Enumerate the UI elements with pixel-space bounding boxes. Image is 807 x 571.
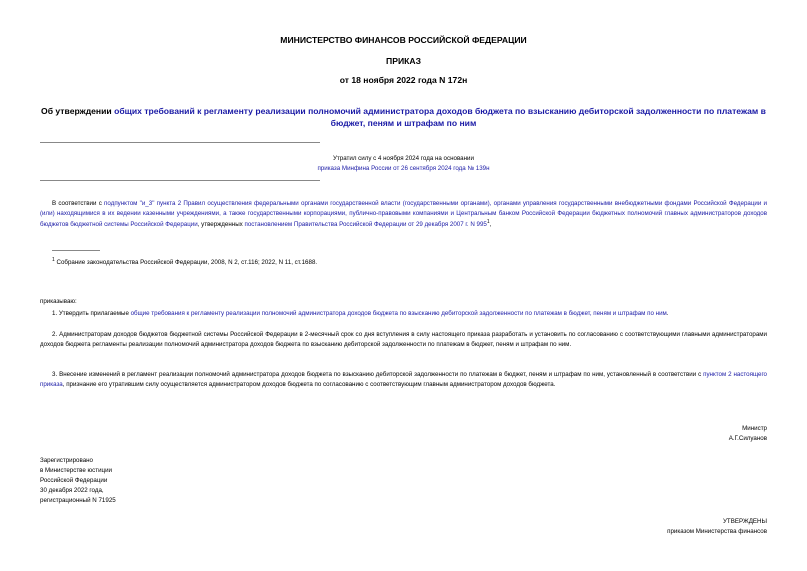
title-link[interactable]: общих требований к регламенту реализации полномочий администратора доходов бюджета по взысканию дебиторской задолженности по платежам в бюджет, пеням и штрафам по ним [114,106,766,128]
signature-role: Министр [742,425,767,432]
order-intro: приказываю: [40,298,77,305]
footnote-ref[interactable]: 1 [486,219,490,226]
registration-line-1: Зарегистрировано [40,457,93,464]
registration-line-4: 30 декабря 2022 года, [40,487,104,494]
item-3-suffix: , признание его утратившим силу осуществляется администратором доходов бюджета по согласованию с соответствующим главным администратором доходов бюджета. [62,380,556,388]
item-1-prefix: 1. Утвердить прилагаемые [52,310,131,317]
item-3-link[interactable]: пунктом 2 настоящего приказа [40,371,768,388]
preamble-link-decree[interactable]: постановлением Правительства Российской Федерации от 29 декабря 2007 г. N 995 [244,221,487,229]
document-title [40,105,767,129]
status-link-wrapper [0,164,807,173]
footnote-text: Собрание законодательства Российской Федерации, 2008, N 2, ст.116; 2022, N 11, ст.1688. [56,259,318,267]
registration-line-3: Российской Федерации [40,477,108,484]
signature-name: А.Г.Силуанов [728,435,767,442]
status-link[interactable]: приказа Минфина России от 26 сентября 2024 года № 139н [317,165,490,172]
item-1-link[interactable]: общие требования к регламенту реализации полномочий администратора доходов бюджета по взысканию дебиторской задолженности по платежам в бюджет, пеням и штрафам по ним [130,310,667,317]
footnote-divider [52,250,100,251]
registration-line-5: регистрационный N 71925 [40,497,116,504]
approved-label: УТВЕРЖДЕНЫ [723,518,767,525]
divider-top [40,142,320,143]
order-item-3 [40,370,767,389]
preamble-text-2: , утвержденных [197,221,245,229]
divider-bottom [40,180,320,181]
preamble-text-3: , [489,221,492,229]
order-item-1 [40,309,767,319]
doc-type-heading: ПРИКАЗ [386,56,421,66]
status-line: Утратил силу с 4 ноября 2024 года на основании [333,155,474,162]
ministry-heading: МИНИСТЕРСТВО ФИНАНСОВ РОССИЙСКОЙ ФЕДЕРАЦИИ [280,35,527,45]
order-item-2: 2. Администраторам доходов бюджетов бюджетной системы Российской Федерации в 2-месячный срок со дня вступления в силу настоящего приказа разработать и установить по согласованию с соответствующими главными администраторами доходов бюджета регламенты реализации полномочий администратора доходов бюджета по взысканию дебиторской задолженности по платежам в бюджет, пеням и штрафам по ним. [40,331,767,348]
preamble-link-rules[interactable]: подпунктом "и_3" пункта 2 Правил осуществления федеральными органами государственной власти (государственными органами), органами управления государственными внебюджетными фондами Российской Федерации и (или) находящимися в их ведении казенными учреждениями, а также государственными корпорациями, публично-правовыми компаниями и Центральным банком Российской Федерации бюджетных полномочий главных администраторов доходов бюджетов бюджетной системы Российской Федерации [40,200,767,229]
item-1-suffix: . [666,310,669,317]
item-3-prefix: 3. Внесение изменений в регламент реализации полномочий администратора доходов бюджета по взысканию дебиторской задолженности по платежам в бюджет, пеням и штрафам по ним, установленный в соответствии с [52,371,704,378]
doc-date: от 18 ноября 2022 года N 172н [339,75,468,85]
preamble [40,199,767,230]
title-prefix: Об утверждении [41,106,115,116]
approved-by: приказом Министерства финансов [667,528,767,535]
preamble-text-1: В соответствии с [52,200,105,207]
footnote [52,256,552,267]
footnote-number: 1 [52,257,55,263]
registration-line-2: в Министерстве юстиции [40,467,113,474]
